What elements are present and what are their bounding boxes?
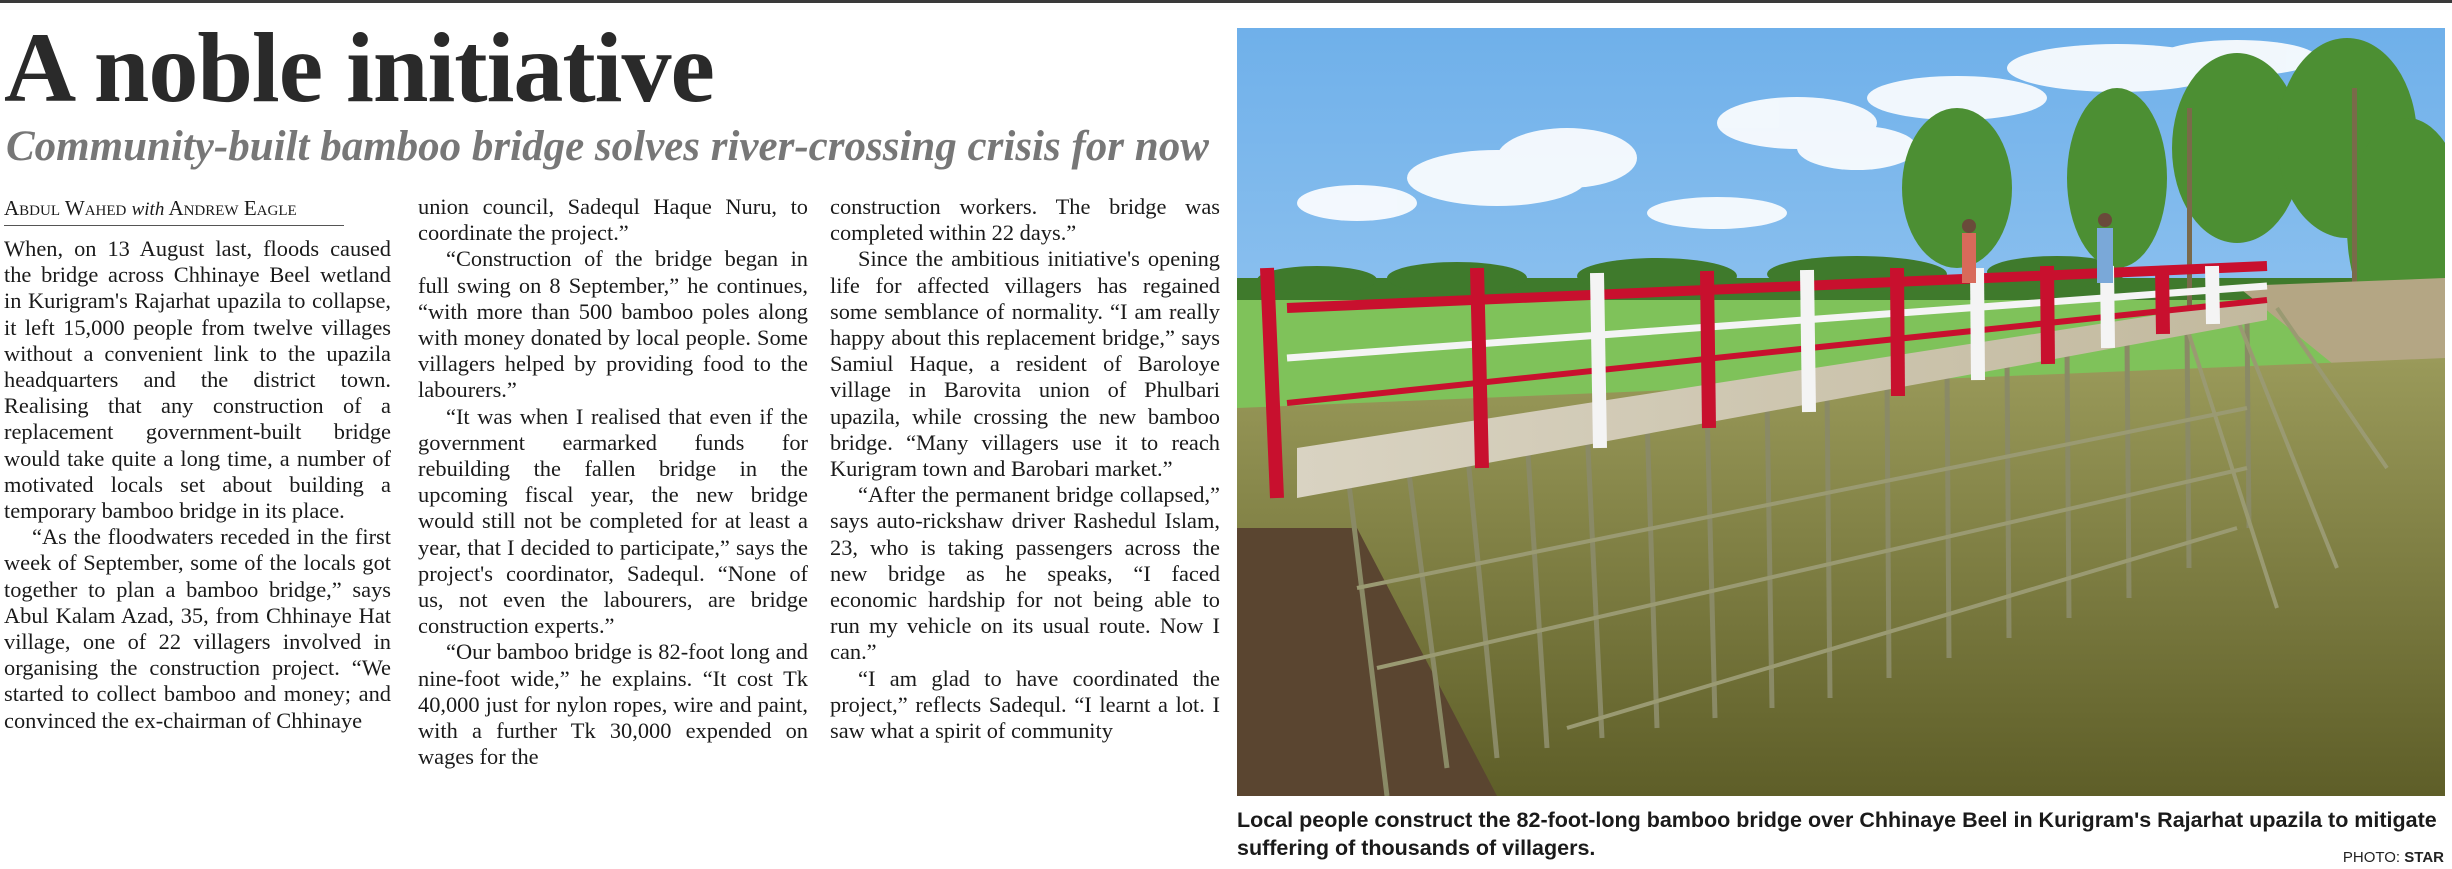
paragraph: “Construction of the bridge began in full swing on 8 September,” he continues, “with more than 500 bamboo poles along with money donated by local people. Some villagers helped by providing food to the labourers.” [418,246,808,403]
body-column-1 [4,236,391,734]
top-rule [0,0,2452,3]
body-column-3 [830,194,1220,744]
paragraph: “Our bamboo bridge is 82-foot long and nine-foot wide,” he explains. “It cost Tk 40,000 just for nylon ropes, wire and paint, with a further Tk 30,000 expended on wages for the [418,639,808,770]
bridge-photo [1237,28,2445,796]
bridge-photo-illustration [1237,28,2445,796]
paragraph: union council, Sadequl Haque Nuru, to coordinate the project.” [418,194,808,246]
photo-credit-source: STAR [2404,849,2444,866]
photo-credit-label: PHOTO: [2342,849,2401,866]
byline-rule [4,225,344,226]
paragraph: “It was when I realised that even if the government earmarked funds for rebuilding the fallen bridge in the upcoming fiscal year, the new bridge would still not be completed for at least a year, that I decided to participate,” says the project's coordinator, Sadequl. “None of us, not even the labourers, are bridge construction experts.” [418,403,808,639]
byline [4,196,297,222]
byline-author-2: Andrew Eagle [168,196,297,220]
byline-author-1: Abdul Wahed [4,196,127,220]
paragraph: construction workers. The bridge was completed within 22 days.” [830,194,1220,246]
pole [2187,108,2192,318]
subheadline: Community-built bamboo bridge solves river-crossing crisis for now [6,123,1209,170]
paragraph: “As the floodwaters receded in the first week of September, some of the locals got together to plan a bamboo bridge,” says Abul Kalam Azad, 35, from Chhinaye Hat village, one of 22 villagers involved in organising the construction project. “We started to collect bamboo and money; and convinced the ex-chairman of Chhinaye [4,524,391,733]
byline-joiner: with [131,199,165,220]
body-column-2 [418,194,808,770]
paragraph: Since the ambitious initiative's opening life for affected villagers has regained some semblance of normality. “I am really happy about this replacement bridge,” says Samiul Haque, a resident of Baroloye village in Barovita union of Phulbari upazila, while crossing the new bamboo bridge. “Many villagers use it to reach Kurigram town and Barobari market.” [830,246,1220,482]
paragraph: “I am glad to have coordinated the project,” reflects Sadequl. “I learnt a lot. I saw what a spirit of community [830,665,1220,744]
headline: A noble initiative [4,12,714,123]
paragraph: When, on 13 August last, floods caused the bridge across Chhinaye Beel wetland in Kurigram's Rajarhat upazila to collapse, it left 15,000 people from twelve villages without a convenient link to the upazila headquarters and the district town. Realising that any construction of a replacement government-built bridge would take quite a long time, a number of motivated locals set about building a temporary bamboo bridge in its place. [4,236,391,524]
paragraph: “After the permanent bridge collapsed,” says auto-rickshaw driver Rashedul Islam, 23, who is taking passengers across the new bridge as he speaks, “I faced economic hardship for not being able to run my vehicle on its usual route. Now I can.” [830,482,1220,665]
photo-caption: Local people construct the 82-foot-long bamboo bridge over Chhinaye Beel in Kurigram's Rajarhat upazila to mitigate suffering of thousands of villagers. [1237,808,2437,860]
photo-credit [2343,849,2444,867]
